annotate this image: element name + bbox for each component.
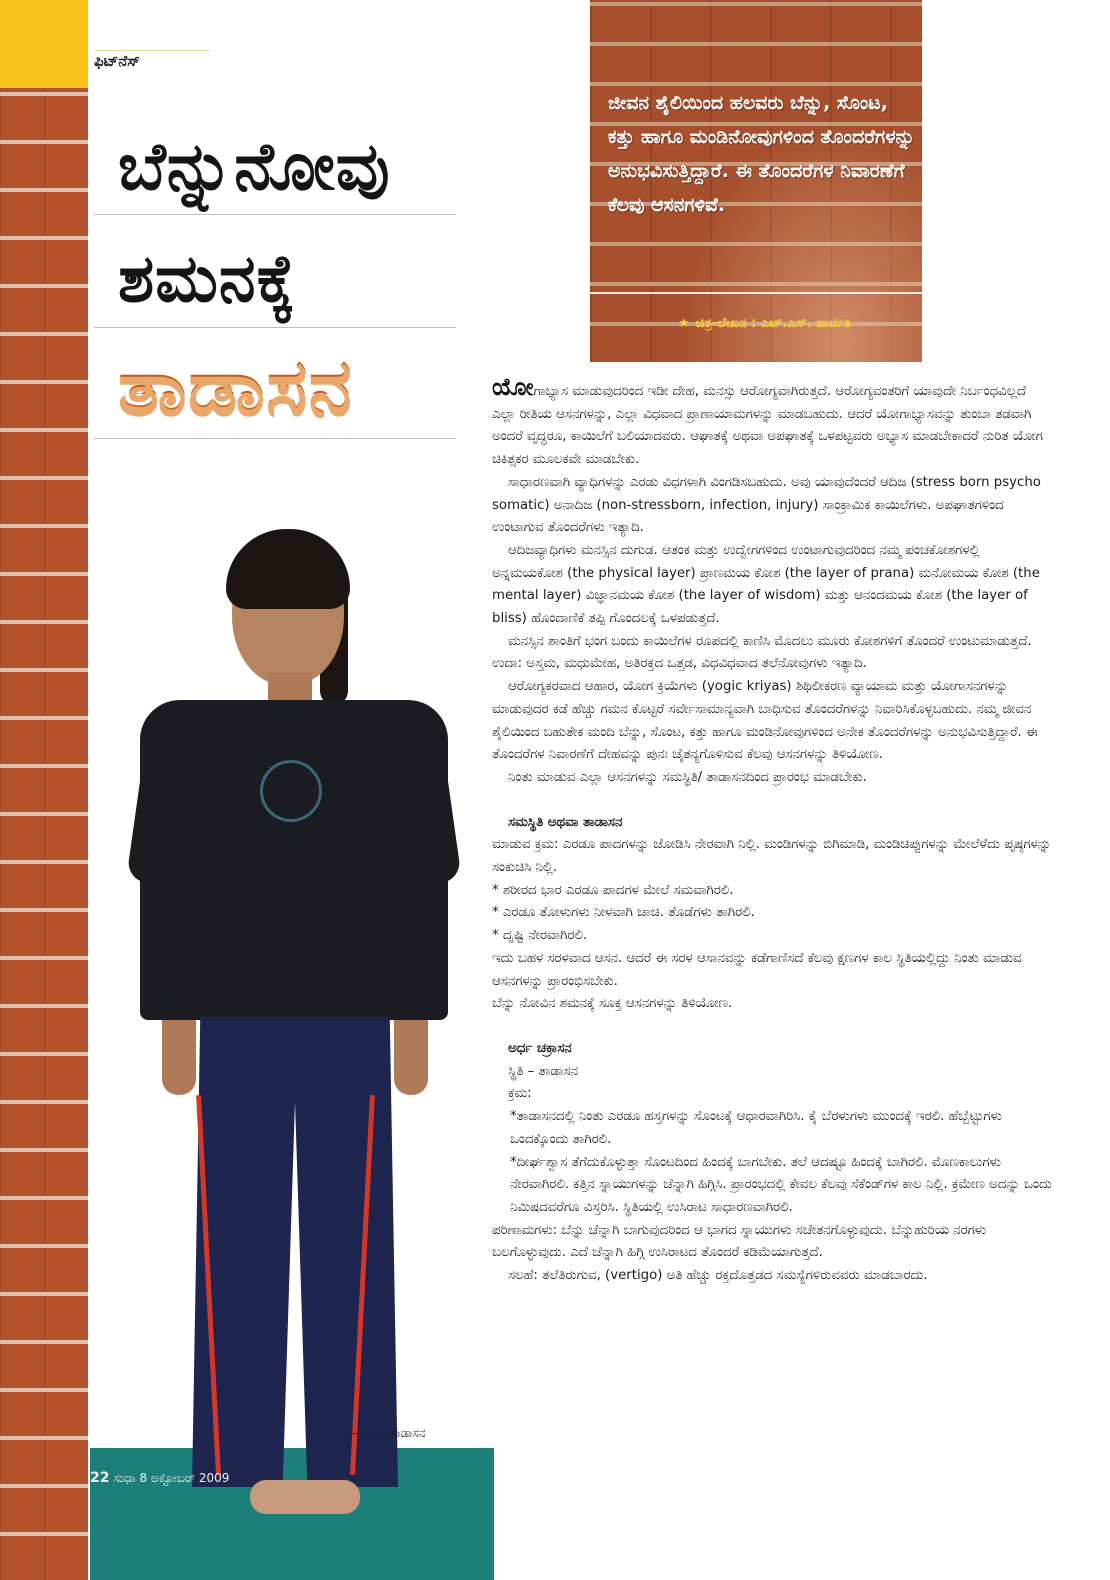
samasthiti-note: ಇದು ಬಹಳ ಸರಳವಾದ ಆಸನ. ಆದರೆ ಈ ಸರಳ ಆಸಾನವನ್ನು ಕಡೆಗಾಣಿಸದೆ ಕೆಲವು ಕ್ಷಣಗಳ ಕಾಲ ಸ್ಥಿತಿಯಲ್ಲಿದ್ದು ನಿಂತು ಮಾಡುವ ಆಸನಗಳನ್ನು ಪ್ರಾರಂಭಿಸಬೇಕು. bbox=[492, 950, 1022, 989]
paragraph-2: ಸಾಧಾರಣವಾಗಿ ವ್ಯಾಧಿಗಳನ್ನು ಎರಡು ವಿಧಗಳಾಗಿ ವಿಂಗಡಿಸಬಹುದು. ಅವು ಯಾವುದೆಂದರೆ ಆದಿಜ (stress born psycho somatic) ಅನಾದಿಜ (non-stressborn, infection, injury) ಸಾಂಕ್ರಾಮಿಕ ಕಾಯಿಲೆಗಳು. ಅಪಘಾತಗಳಿಂದ ಉಂಟಾಗುವ ತೊಂದರೆಗಳು ಇತ್ಯಾದಿ. bbox=[492, 474, 1041, 536]
paragraph-1 bbox=[492, 373, 1052, 472]
paragraph-4: ಮನಸ್ಸಿನ ಶಾಂತಿಗೆ ಭಂಗ ಬಂದು ಕಾಯಿಲೆಗಳ ರೂಪದಲ್ಲಿ ಕಾಣಿಸಿ ಮೊದಲು ಮೂರು ಕೋಶಗಳಿಗೆ ತೊಂದರೆ ಉಂಟುಮಾಡುತ್ತದೆ. ಉದಾ: ಅಸ್ತಮ, ಮಧುಮೇಹ, ಅತಿರಕ್ತದ ಒತ್ತಡ, ವಿಧವಿಧವಾದ ತಲೆನೋವುಗಳು ಇತ್ಯಾದಿ. bbox=[492, 633, 1032, 672]
credit-text: ಚಿತ್ರ-ಲೇಖನ : ಎಚ್.ಎಸ್. ಪಾರ್ವತಿ bbox=[695, 316, 852, 331]
woman-tadasana-photo bbox=[140, 535, 450, 1530]
samasthiti-next: ಬೆನ್ನು ನೋವಿನ ಶಮನಕ್ಕೆ ಸೂಕ್ತ ಆಸನಗಳನ್ನು ತಿಳಿಯೋಣ. bbox=[492, 996, 733, 1012]
title-line-3-text: ತಾಡಾಸನ bbox=[118, 342, 353, 432]
tshirt bbox=[140, 700, 448, 1020]
section-label: ಫಿಟ್‌ನೆಸ್ bbox=[94, 52, 141, 70]
paragraph-5: ಆರೋಗ್ಯಕರವಾದ ಆಹಾರ, ಯೋಗ ಕ್ರಿಯೆಗಳು (yogic kriyas) ಶಿಥಿಲೀಕರಣ ವ್ಯಾಯಾಮ ಮತ್ತು ಯೋಗಾಸನಗಳನ್ನು ಮಾಡುವುದರ ಕಡೆ ಹೆಚ್ಚು ಗಮನ ಕೊಟ್ಟರೆ ಸರ್ವೇಸಾಮಾನ್ಯವಾಗಿ ಬಾಧಿಸುವ ತೊಂದರೆಗಳನ್ನು ನಿವಾರಿಸಿಕೊಳ್ಳಬಹುದು. ನಮ್ಮ ಜೀವನ ಶೈಲಿಯಿಂದ ಬಹುತೇಕ ಮಂದಿ ಬೆನ್ನು, ಸೊಂಟ, ಕತ್ತು ಹಾಗೂ ಮಂಡಿನೋವುಗಳಿಂದ ಅನೇಕ ತೊಂದರೆಗಳನ್ನು ಅನುಭವಿಸುತ್ತಿದ್ದಾರೆ. ಈ ತೊಂದರೆಗಳ ನಿವಾರಣೆಗೆ ದೇಹವನ್ನು ಪುನಃ ಚೈತನ್ಯಗೊಳಿಸುವ ಕೆಲವು ಆಸನಗಳನ್ನು ತಿಳಿಯೋಣ. bbox=[492, 679, 1038, 763]
title-line-3 bbox=[118, 342, 353, 433]
paragraph-1-text: ಗಾಭ್ಯಾಸ ಮಾಡುವುದರಿಂದ ಇಡೀ ದೇಹ, ಮನಸ್ಸು ಆರೋಗ್ಯವಾಗಿರುತ್ತದೆ. ಆರೋಗ್ಯವಂತರಿಗೆ ಯಾವುದೇ ನಿರ್ಬಂಧವಿಲ್ಲದೆ ಎಲ್ಲಾ ರೀತಿಯ ಆಸನಗಳನ್ನು, ಎಲ್ಲಾ ವಿಧವಾದ ಪ್ರಾಣಾಯಾಮಗಳನ್ನು ಮಾಡಬಹುದು. ಆದರೆ ಯೋಗಾಭ್ಯಾಸವನ್ನು ತುಂಬಾ ತಡವಾಗಿ ಅಂದರೆ ವೃದ್ಧರೂ, ಕಾಯಿಲೆಗೆ ಬಲಿಯಾದವರು. ಆಘಾತಕ್ಕೆ ಅಥವಾ ಅಪಘಾತಕ್ಕೆ ಒಳಪಟ್ಟವರು ಅಭ್ಯಾಸ ಮಾಡಬೇಕಾದರೆ ನುರಿತ ಯೋಗ ಚಿಕಿತ್ಸಕರ ಮೂಲಕವೇ ಮಾಡಬೇಕು. bbox=[492, 384, 1043, 468]
star-icon: ★ bbox=[678, 316, 690, 331]
title-line-2: ಶಮನಕ್ಕೆ bbox=[118, 240, 297, 317]
intro-rule bbox=[590, 292, 922, 294]
subheading-ardha-chakrasana: ಅರ್ಧ ಚಕ್ರಾಸನ bbox=[508, 1040, 572, 1056]
page-folio bbox=[90, 1470, 229, 1486]
samasthiti-bullet: * ದೃಷ್ಟಿ ನೇರವಾಗಿರಲಿ. bbox=[492, 928, 588, 944]
intro-text: ಜೀವನ ಶೈಲಿಯಿಂದ ಹಲವರು ಬೆನ್ನು, ಸೊಂಟ, ಕತ್ತು ಹಾಗೂ ಮಂಡಿನೋವುಗಳಿಂದ ತೊಂದರೆಗಳನ್ನು ಅನುಭವಿಸುತ್ತಿದ್ದಾರೆ. ಈ ತೊಂದರೆಗಳ ನಿವಾರಣೆಗೆ ಕೆಲವು ಆಸನಗಳಿವೆ. bbox=[608, 92, 915, 216]
ardha-chakrasana-step: *ದೀರ್ಘಶ್ವಾಸ ತೆಗೆದುಕೊಳ್ಳುತ್ತಾ ಸೊಂಟದಿಂದ ಹಿಂದಕ್ಕೆ ಬಾಗಬೇಕು. ತಲೆ ಆದಷ್ಟೂ ಹಿಂದಕ್ಕೆ ಬಾಗಿರಲಿ. ಮೊಣಕಾಲುಗಳು ನೇರವಾಗಿರಲಿ. ಕತ್ತಿನ ಸ್ನಾಯುಗಳನ್ನು ಚೆನ್ನಾಗಿ ಹಿಗ್ಗಿಸಿ. ಪ್ರಾರಂಭದಲ್ಲಿ ಕೇವಲ ಕೆಲವು ಸೆಕೆಂಡ್‌ಗಳ ಕಾಲ ನಿಲ್ಲಿ. ಕ್ರಮೇಣ ಅದನ್ನು ಒಂದು ನಿಮಿಷದವರೆಗೂ ವಿಸ್ತರಿಸಿ. ಸ್ಥಿತಿಯಲ್ಲಿ ಉಸಿರಾಟ ಸಾಧಾರಣವಾಗಿರಲಿ. bbox=[510, 1154, 1052, 1215]
folio-text: ಸುಧಾ 8 ಅಕ್ಟೋಬರ್ 2009 bbox=[113, 1471, 230, 1485]
title-line-1: ಬೆನ್ನುನೋವು bbox=[118, 128, 391, 205]
page-number: 22 bbox=[90, 1470, 110, 1486]
title-divider bbox=[94, 214, 456, 215]
corner-color-block bbox=[0, 0, 88, 88]
brick-wall-strip bbox=[0, 88, 88, 1580]
spacer bbox=[492, 790, 1052, 812]
samasthiti-bullet: * ಶರೀರದ ಭಾರ ಎರಡೂ ಪಾದಗಳ ಮೇಲೆ ಸಮವಾಗಿರಲಿ. bbox=[492, 882, 734, 898]
dropcap: ಯೋ bbox=[492, 373, 534, 401]
hair bbox=[226, 529, 350, 609]
caption-leader-line bbox=[346, 1433, 386, 1434]
samasthiti-method: ಮಾಡುವ ಕ್ರಮ: ಎರಡೂ ಪಾದಗಳನ್ನು ಜೋಡಿಸಿ ನೇರವಾಗಿ ನಿಲ್ಲಿ. ಮಂಡಿಗಳನ್ನು ಬಿಗಿಮಾಡಿ, ಮಂಡಿಚಿಪ್ಪುಗಳನ್ನು ಮೇಲೆಳೆದು ಪೃಷ್ಠಗಳನ್ನು ಸಂಕುಚಿಸಿ ನಿಲ್ಲಿ. bbox=[492, 837, 1052, 876]
author-credit bbox=[678, 316, 851, 331]
photo-caption: ತಾಡಾಸನ bbox=[390, 1426, 426, 1440]
ardha-chakrasana-results: ಪರಿಣಾಮಗಳು: ಬೆನ್ನು ಚೆನ್ನಾಗಿ ಬಾಗುವುದರಿಂದ ಆ ಭಾಗದ ಸ್ನಾಯುಗಳು ಸಚೇತನಗೊಳ್ಳುವುದು. ಬೆನ್ನುಹುರಿಯ ನರಗಳು ಬಲಗೊಳ್ಳುವುದು. ಎದೆ ಚೆನ್ನಾಗಿ ಹಿಗ್ಗಿ ಉಸಿರಾಟದ ತೊಂದರೆ ಕಡಿಮೆಯಾಗುತ್ತದೆ. bbox=[492, 1222, 987, 1261]
section-rule bbox=[94, 50, 210, 51]
subheading-samasthiti: ಸಮಸ್ಥಿತಿ ಅಥವಾ ತಾಡಾಸನ bbox=[508, 814, 623, 830]
title-divider bbox=[94, 327, 456, 328]
article-body bbox=[492, 373, 1052, 1288]
ardha-chakrasana-state: ಸ್ಥಿತಿ – ತಾಡಾಸನ bbox=[508, 1063, 578, 1079]
paragraph-6: ನಿಂತು ಮಾಡುವ ಎಲ್ಲಾ ಆಸನಗಳನ್ನು ಸಮಸ್ಥಿತಿ/ ತಾಡಾಸನದಿಂದ ಪ್ರಾರಂಭ ಮಾಡಬೇಕು. bbox=[508, 769, 867, 785]
spacer bbox=[492, 1016, 1052, 1038]
tshirt-logo bbox=[260, 760, 322, 822]
samasthiti-bullet: * ಎರಡೂ ತೋಳುಗಳು ನೀಳವಾಗಿ ಚಾಚಿ. ತೊಡೆಗಳು ತಾಗಿರಲಿ. bbox=[492, 905, 755, 921]
paragraph-3: ಆದಿಜವ್ಯಾಧಿಗಳು ಮನಸ್ಸಿನ ದುಗುಡ. ಆತಂಕ ಮತ್ತು ಉದ್ವೇಗಗಳಿಂದ ಉಂಟಾಗುವುದರಿಂದ ನಮ್ಮ ಪಂಚಕೋಶಗಳಲ್ಲಿ ಅನ್ನಮಯಕೋಶ (the physical layer) ಪ್ರಾಣಮಯ ಕೋಶ (the layer of prana) ಮನೋಮಯ ಕೋಶ (the mental layer) ವಿಜ್ಞಾನಮಯ ಕೋಶ (the layer of wisdom) ಮತ್ತು ಆನಂದಮಯ ಕೋಶ (the layer of bliss) ಹೊಂದಾಣಿಕೆ ತಪ್ಪಿ ಗೊಂದಲಕ್ಕೆ ಒಳಪಡುತ್ತದೆ. bbox=[492, 542, 1040, 627]
title-divider bbox=[94, 438, 456, 439]
feet bbox=[250, 1480, 360, 1514]
ardha-chakrasana-method-label: ಕ್ರಮ: bbox=[508, 1086, 532, 1102]
ardha-chakrasana-tip: ಸಲಹೆ: ತಲೆತಿರುಗುವ, (vertigo) ಅತಿ ಹೆಚ್ಚು ರಕ್ತದೊತ್ತಡದ ಸಮಸ್ಯೆಗಳಿರುವವರು ಮಾಡಬಾರದು. bbox=[508, 1268, 928, 1284]
ardha-chakrasana-step: *ತಾಡಾಸನದಲ್ಲಿ ನಿಂತು ಎರಡೂ ಹಸ್ತಗಳನ್ನು ಸೊಂಟಕ್ಕೆ ಆಧಾರವಾಗಿರಿಸಿ. ಕೈ ಬೆರಳುಗಳು ಮುಂದಕ್ಕೆ ಇರಲಿ. ಹೆಬ್ಬೆಟ್ಟುಗಳು ಒಂದಕ್ಕೊಂದು ತಾಗಿರಲಿ. bbox=[510, 1109, 1002, 1147]
track-pants bbox=[192, 1017, 398, 1487]
